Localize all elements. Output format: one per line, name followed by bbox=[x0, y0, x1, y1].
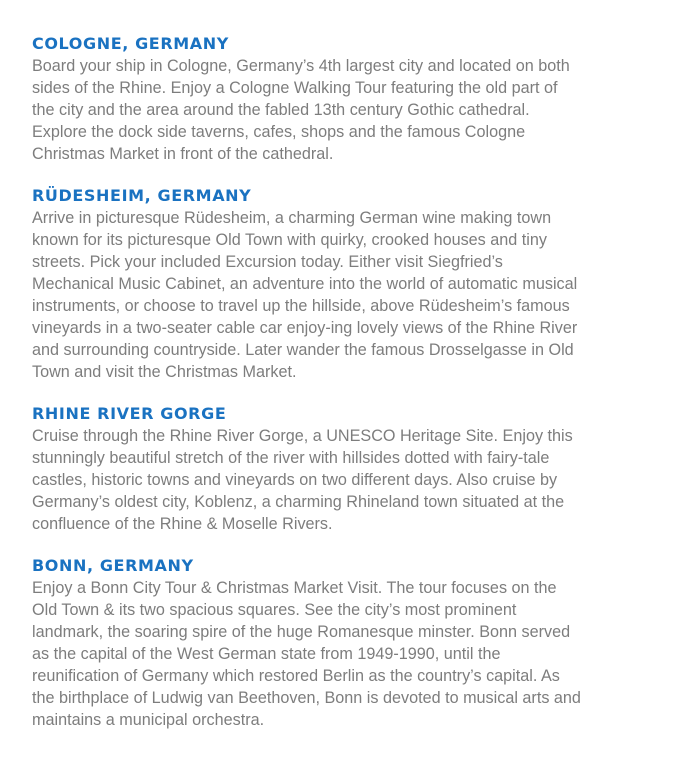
section-body: Board your ship in Cologne, Germany’s 4th largest city and located on both sides of the Rhine. Enjoy a Cologne Walking Tour featuring the old part of the city and the area around the fabled 13th century Gothic cathedral. Explore the dock side taverns, cafes, shops and the famous Cologne Christmas Market in front of the cathedral. bbox=[32, 57, 570, 163]
section-rudesheim bbox=[32, 185, 657, 383]
section-heading: RÜDESHEIM, GERMANY bbox=[32, 186, 252, 205]
section-rhine-river-gorge bbox=[32, 403, 657, 535]
section-body: Cruise through the Rhine River Gorge, a UNESCO Heritage Site. Enjoy this stunningly beautiful stretch of the river with hillsides dotted with fairy-tale castles, historic towns and vineyards on two different days. Also cruise by Germany’s oldest city, Koblenz, a charming Rhineland town situated at the confluence of the Rhine & Moselle Rivers. bbox=[32, 427, 573, 533]
section-body: Enjoy a Bonn City Tour & Christmas Market Visit. The tour focuses on the Old Town & its two spacious squares. See the city’s most prominent landmark, the soaring spire of the huge Romanesque minster. Bonn served as the capital of the West German state from 1949-1990, until the reunification of Germany which restored Berlin as the country’s capital. As the birthplace of Ludwig van Beethoven, Bonn is devoted to musical arts and maintains a municipal orchestra. bbox=[32, 579, 581, 729]
section-heading: RHINE RIVER GORGE bbox=[32, 404, 227, 423]
section-bonn bbox=[32, 555, 657, 731]
section-heading: BONN, GERMANY bbox=[32, 556, 194, 575]
section-body: Arrive in picturesque Rüdesheim, a charming German wine making town known for its picturesque Old Town with quirky, crooked houses and tiny streets. Pick your included Excursion today. Either visit Siegfried’s Mechanical Music Cabinet, an adventure into the world of automatic musical instruments, or choose to travel up the hillside, above Rüdesheim’s famous vineyards in a two-seater cable car enjoy-ing lovely views of the Rhine River and surrounding countryside. Later wander the famous Drosselgasse in Old Town and visit the Christmas Market. bbox=[32, 209, 578, 381]
itinerary-content bbox=[32, 33, 657, 751]
section-heading: COLOGNE, GERMANY bbox=[32, 34, 229, 53]
section-cologne bbox=[32, 33, 657, 165]
